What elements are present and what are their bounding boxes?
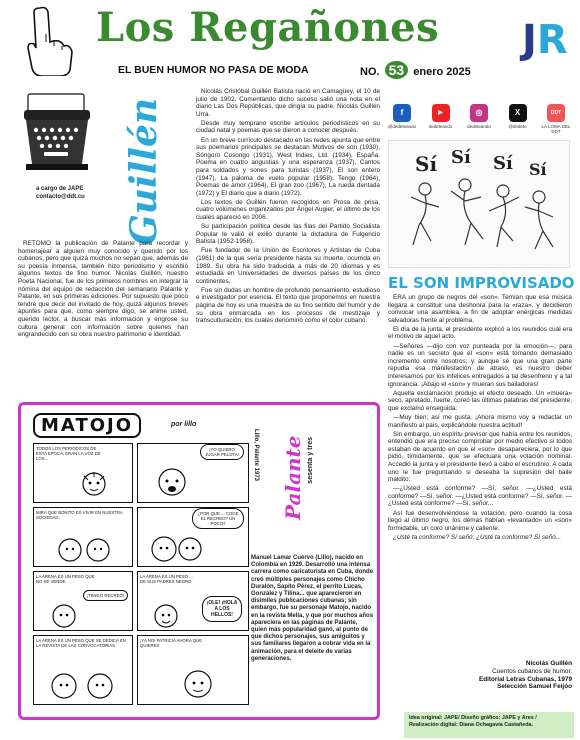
credit-contact: contacto@ddt.cu: [36, 193, 85, 200]
social-youtube[interactable]: [425, 104, 457, 138]
comic-panel: [33, 571, 133, 631]
palante-logo: [279, 433, 323, 553]
masthead-subtitle: EL BUEN HUMOR NO PASA DE MODA: [118, 64, 309, 76]
son-paragraph: ERA un grupo de negros del «son». Temían que esa música llegara a constituir una deshonra para la «raza», y decidieron convocar una asamblea, a fin de adoptar enérgicas medidas salvadoras frente al problema.: [388, 294, 572, 324]
bio-paragraph: Desde muy temprano escribe artículos periodísticos en su ciudad natal y poemas que se dieron a conocer después.: [196, 119, 380, 135]
son-paragraph: —Señores —dijo con voz punteada por la emoción—, para nadie es un secreto que el «son» está tomando demasiado incremento entre nosotros; y aunque sé que una gran parte repudia esa manifestación de atraso, es nuestro deber interesarnos por los infelices entregados a tal desenfreno y a tal ignorancia. ¡Abajo el «son» y mueran sus bailadores!: [388, 342, 572, 388]
comic-panel: [33, 443, 133, 503]
bio-paragraph: En un breve currículo destacado en las redes apunta que entre sus poemarios principales se destacan Motivos de son (1930), Sóngoro Cosongo (1931), West Indies, Ltd. (1934), España. Poema en cuatro angustias y una esperanza (1937), Cantos para soldados y sones para turistas (1937), El son entero (1947), La paloma de vuelo popular (1958), Tengo (1964), Poemas de amor (1964), El gran zoo (1967), La rueda dentada (1972) y El diario que a diario (1972).: [196, 136, 380, 197]
son-author: Nicolás Guillén: [525, 660, 572, 667]
speech-bubble: MIRA QUE BONITO ES VIVIR EN NUESTRA SOCIEDAD.: [36, 510, 123, 520]
son-paragraph: Así fue desenvolviéndose la votación, pero cuando la cosa llegó al último negro, los demás habían «levantado» un «son» formidable, un coro unánime y caliente:: [388, 509, 572, 532]
masthead-title: Los Regañones: [96, 4, 440, 51]
footer-line: Idea original: JAPE/ Diseño gráfico: JAPE y Ares /: [409, 715, 537, 721]
comic-side-credit: Lillo, Palante 1973: [253, 429, 259, 482]
instagram-icon: ◎: [470, 104, 488, 122]
comic-panel: [137, 571, 249, 631]
pointing-hand-illustration: [18, 6, 78, 76]
son-paragraph: El día de la junta, el presidente explicó a los reunidos cuál era el motivo de aquel acto.: [388, 325, 572, 341]
comic-title: MATOJO: [33, 413, 141, 438]
son-paragraph: Aquella exclamación produjo el efecto deseado. Un «muera» seco, apretado, fuerte, coreó las últimas palabras del presidente, que exclamó enseguida:: [388, 389, 572, 412]
issue-info: [360, 61, 471, 79]
comic-caption: Manuel Lamar Cuervo (Lillo), nacido en Colombia en 1929. Desarrolló una intensa carrera como caricaturista en Cuba, donde creó múltiples personajes como Chicho Duralón, Sapito Pérez, el perrito Lucas, González y Tilina... que aparecieron en disímiles publicaciones cubanas; sin embargo, fue su personaje Matojo, nacido en la revista Mella, y que por muchos años apareciera en las páginas de Palante, quien más popularidad ganó, al punto de que dichos personajes, sus amiguitos y sus familiares llegaron a cobrar vida en la animación, para el deleite de varias generaciones.: [251, 555, 374, 662]
comic-signature: por lillo: [171, 421, 197, 428]
speech-bubble: ¡YA NO! PATRICIA AHORA QUE QUIERES: [140, 638, 203, 648]
social-facebook[interactable]: [386, 104, 418, 138]
speech-bubble: ¡OLE! ¡HOLA A LOS HELLOS!: [202, 596, 242, 622]
social-handle: dedeteando: [428, 124, 453, 129]
issue-prefix: NO.: [360, 66, 380, 78]
son-signature: [400, 660, 572, 691]
footer-line: Realización digital: Diana Ochagavía Castañeda.: [409, 722, 534, 728]
intro-text: RETOMO la publicación de Palante para recordar y homenajear a alguien muy conocido y querido por los cubanos, pero que quizá muchos no sepan que, además de su poesía inmensa, también hizo periodismo y escribió algunos textos de fino humor. Nicolás Guillén, nuestro Poeta Nacional, fue de los primeros nombres en integrar la nómina del equipo de redacción del semanario Palante y Palante, en sus primeras ediciones. Por supuesto que poco tendré que decir del invitado de hoy, quizá algunos breves apuntes para que, como siempre digo, se anime usted, querido lector, a buscar más información y engrose su cultura general con información sobre quienes han engrandecido con su obra nuestro patrimonio e identidad.: [18, 240, 188, 339]
speech-bubble: ¡YO QUIERO JUGAR PELOTA!: [200, 444, 244, 460]
bio-paragraph: Nicolás Cristóbal Guillén Batista nació en Camagüey, el 10 de julio de 1902. Comentando dicho suceso salió una nota en el diario Las Dos Repúblicas, que dirigía su padre, Nicolás Guillén Urra.: [196, 88, 380, 118]
typewriter-illustration: [22, 90, 92, 180]
svg-text:Sí: Sí: [493, 153, 513, 174]
intro-column: [18, 240, 188, 340]
social-ddt[interactable]: [540, 104, 572, 138]
comic-panel: [137, 507, 249, 567]
palante-logo-sub: sesenta y tres: [307, 437, 314, 484]
bio-column: [196, 88, 380, 326]
issue-date: enero 2025: [413, 66, 471, 78]
ddt-icon: DDT: [547, 104, 565, 122]
speech-bubble: LA ARENA ES UN PESO QUE SE DEDICA EN LA REVISTA DE LAS CONVOCATORIAS: [36, 638, 126, 648]
social-instagram[interactable]: [463, 104, 495, 138]
svg-text:Sí: Sí: [415, 152, 438, 176]
comic-panel: [33, 507, 133, 567]
son-chorus: ¿Usté ta conforme? Sí señó; ¿Usté ta conforme? Sí señó...: [393, 533, 562, 541]
social-handle: dedeteando: [467, 124, 491, 129]
son-source: Cuentos cubanos de humor.: [492, 667, 572, 675]
x-icon: X: [509, 104, 527, 122]
svg-text:Sí: Sí: [451, 147, 471, 168]
son-paragraph: Sin embargo, un espíritu previsor que había entre los reunidos, entendió que era preciso comprobar por medio efectivo si todos estaban de acuerdo en que el «son» desapareciera, por lo que pidió, tímidamente, que se efectuara una votación nominal. Accedió la junta y el presidente llevó a cabo el escrutinio. A cada uno le fue preguntando si deseaba la supresión del baile maldito:: [388, 430, 572, 484]
son-paragraph: —¿Usted está conforme? —Sí, señor. —¿Usted está conforme? —Sí, señor. —¿Usted está conforme? —Sí, señor. —¿Usted está conforme? —Sí, señor...: [388, 485, 572, 508]
bio-paragraph: Fue fundador de la Unión de Escritores y Artistas de Cuba (1961) de la que sería presidente hasta su muerte, ocurrida en 1989. Su obra ha sido traducida a más de 20 idiomas y es estudiada en Universidades de diversos países de los cinco continentes.: [196, 247, 380, 285]
comic-box: [18, 402, 380, 720]
speech-bubble: ¡TENGO RECREO!: [83, 590, 128, 601]
speech-bubble: LA ARENA ES UN PESO ... DE SUS PADRES NEGRO: [140, 574, 193, 584]
bio-paragraph: Los textos de Guillén fueron recogidos en Prosa de prisa, cuatro volúmenes organizados por Ángel Augier, el último de los cuales apareció en 2006.: [196, 198, 380, 221]
comic-panel: [137, 635, 249, 705]
youtube-icon: ▶: [432, 104, 450, 122]
svg-text:Sí: Sí: [529, 160, 547, 179]
palante-logo-text: Palante: [281, 435, 305, 521]
speech-bubble: LA ARENA ES UN PESO QUE NO SE VENDE: [36, 574, 95, 584]
son-paragraph: —Muy bien; así me gusta. ¡Ahora mismo voy a redactar un manifiesto al país, explicándole nuestra actitud!: [388, 413, 572, 429]
comic-panel: [137, 443, 249, 503]
speech-bubble: ¿POR QUE ... COGE EL RECREO? UN POCO?: [192, 508, 244, 529]
son-selection: Selección Samuel Feijóo: [497, 683, 572, 691]
comic-panel: [33, 635, 133, 705]
bio-paragraph: Su participación política desde las filas del Partido Socialista Popular le valió el exilio durante la dictadura de Fulgencio Batista (1952-1958).: [196, 223, 380, 246]
social-handle: LA LOMA DEL DDT: [541, 124, 571, 134]
son-publisher: Editorial Letras Cubanas, 1979: [478, 675, 572, 683]
footer-credits: [404, 712, 574, 738]
jr-logo: JR: [522, 17, 568, 63]
social-handle: @dedeteando: [387, 124, 417, 129]
social-links: [386, 104, 572, 138]
issue-number-badge: 53: [385, 61, 409, 79]
son-column: [388, 294, 572, 543]
guillen-title: Guillén: [123, 97, 165, 245]
social-handle: @dedete: [508, 124, 527, 129]
dancers-sketch: [388, 140, 570, 268]
bio-paragraph: Fue sin dudas un hombre de profundo pensamiento, estudioso e investigador por esencia. El texto que proponemos en nuestra página de hoy es una muestra de su fino sentido del humor y de su obra enmarcada en los procesos de mestizaje y transculturación, los cuales denominó como el color cubano.: [196, 286, 380, 325]
credit-block: [36, 186, 85, 201]
facebook-icon: f: [393, 104, 411, 122]
social-x[interactable]: [502, 104, 534, 138]
speech-bubble: TODOS LOS PERIODICOS DE ESTA EPOCA, ERAN LA VOZ DE LOS...: [36, 446, 101, 461]
son-title: EL SON IMPROVISADO: [388, 274, 575, 292]
credit-author: a cargo de JAPE: [36, 186, 84, 192]
